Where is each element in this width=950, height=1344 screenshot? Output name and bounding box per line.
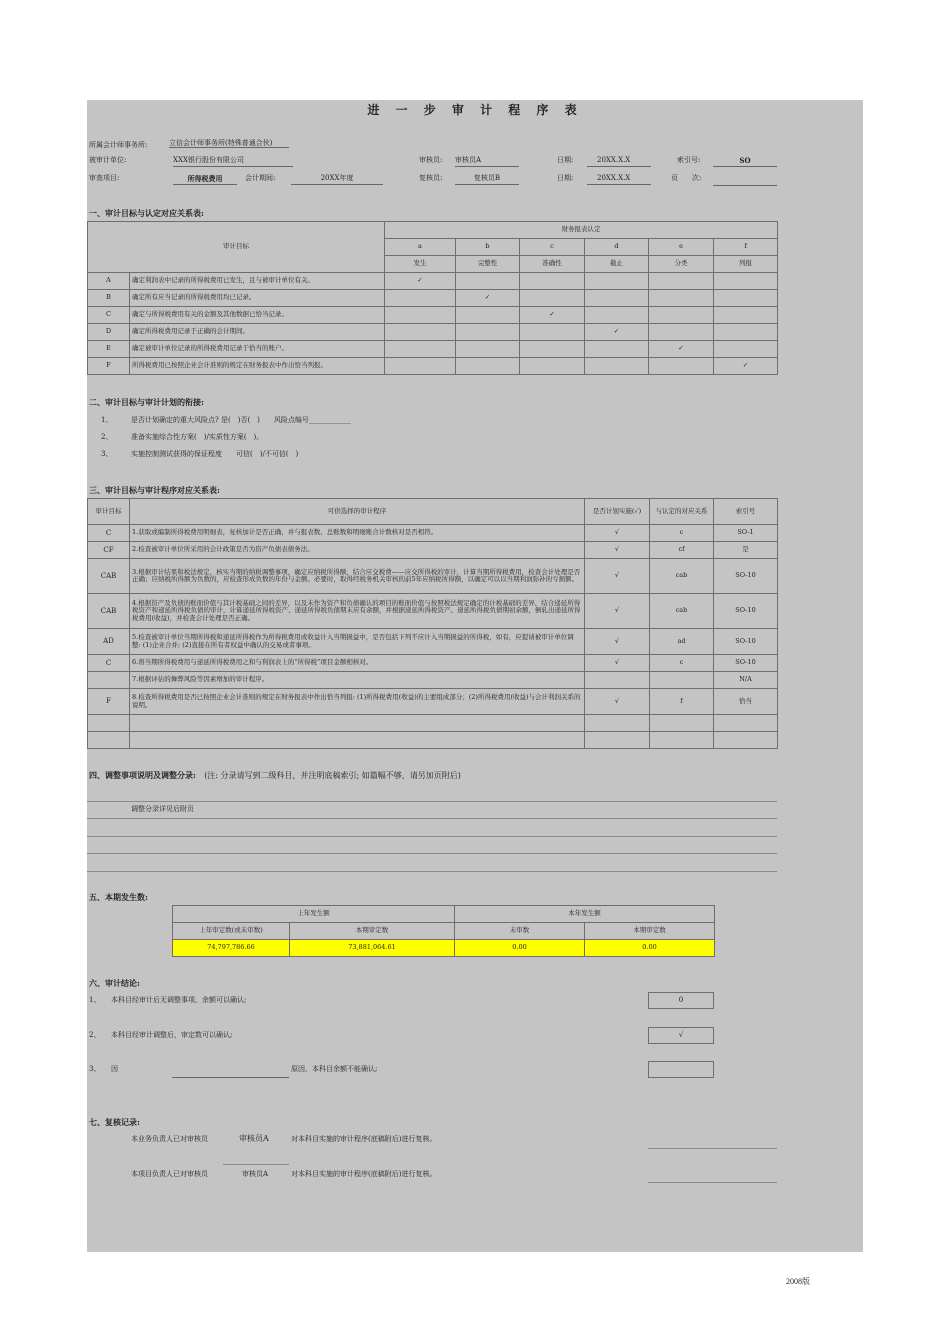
section4-note: (注: 分录请写到二级科目，并注明底稿索引; 如篇幅不够，请另加页附后)	[204, 771, 461, 780]
index-label: 索引号:	[677, 156, 701, 164]
section3-title: 三、审计目标与审计程序对应关系表:	[89, 485, 220, 495]
firm-value: 立信会计师事务所(特殊普通合伙)	[169, 140, 289, 148]
procedure-target: CAB	[88, 559, 130, 594]
empty-cell	[520, 324, 585, 341]
letter-b: b	[456, 239, 520, 256]
procedure-row	[88, 672, 778, 689]
s2-item-text: 实施控制测试获得的保证程度 可信( )/不可信( )	[131, 450, 299, 458]
procedure-assertion	[650, 732, 714, 749]
procedure-index: 恰当	[714, 689, 778, 715]
adjust-line	[87, 871, 777, 872]
col-target-header: 审计目标	[88, 222, 385, 273]
empty-cell	[649, 324, 714, 341]
unaudited-header: 未审数	[455, 923, 585, 940]
s6-text2: 原因，本科目余额不能确认;	[291, 1065, 378, 1073]
adjust-line	[87, 836, 777, 837]
procedure-target: CAB	[88, 594, 130, 629]
conclusion-box[interactable]	[648, 1061, 714, 1078]
empty-cell	[714, 273, 778, 290]
assertion-accuracy: 准确性	[520, 256, 585, 273]
assertion-occurrence: 发生	[385, 256, 456, 273]
review-line2-b: 对本科目实施的审计程序(底稿附后)进行复核。	[291, 1170, 437, 1178]
date2-value: 20XX.X.X	[587, 175, 651, 185]
s2-item-num: 3、	[101, 450, 113, 458]
procedure-index: SO-10	[714, 594, 778, 629]
signature-line	[648, 1148, 777, 1149]
current-audited-header: 本期审定数	[290, 923, 455, 940]
target-code: B	[88, 290, 130, 307]
reviewer-label: 复核员:	[419, 174, 443, 182]
procedure-planned[interactable]: √	[585, 525, 650, 542]
procedure-index: SO-10	[714, 629, 778, 655]
empty-cell	[385, 324, 456, 341]
empty-cell	[585, 358, 649, 375]
curr-year-header: 本年发生额	[455, 906, 715, 923]
adjust-line	[87, 801, 777, 802]
procedure-planned[interactable]: √	[585, 559, 650, 594]
check-mark: ✓	[714, 358, 778, 375]
s6-num: 1、	[89, 996, 101, 1004]
procedure-row	[88, 732, 778, 749]
target-code: A	[88, 273, 130, 290]
review-line2-name: 审核员A	[242, 1170, 269, 1178]
procedure-index: N/A	[714, 672, 778, 689]
target-row	[88, 358, 778, 375]
section4-title: 四、调整事项说明及调整分录:	[89, 770, 196, 780]
procedure-text: 4.根据资产及负债的账面价值与其计税基础之间的差异，以及未作为资产和负债确认的项目的账面价值与按照税法规定确定的计税基础的差异，结合递延所得税资产和递延所得税负债的审计，计算递延所得税资产、递延所得税负债期末应有余额，并根据递延所得税资产、递延所得税负债期初余额，倒轧出递延所得税费用(收益)，并检查会计处理是否正确。	[130, 594, 585, 629]
empty-cell	[385, 290, 456, 307]
procedure-row	[88, 559, 778, 594]
prev-audited-header: 上年审定数(或未审数)	[173, 923, 290, 940]
s2-item-text: 是否计划确定的重大风险点? 是( )否( ) 风险点编号____________	[131, 416, 351, 424]
procedure-planned[interactable]: √	[585, 629, 650, 655]
name-line	[223, 1164, 289, 1165]
procedure-target: F	[88, 689, 130, 715]
procedure-index: SO-10	[714, 655, 778, 672]
empty-cell	[520, 358, 585, 375]
page-label: 页 次:	[671, 174, 702, 182]
target-text: 确定所得税费用记录于正确的会计期间。	[130, 324, 385, 341]
target-text: 确定所有应当记录的所得税费用均已记录。	[130, 290, 385, 307]
procedure-target	[88, 672, 130, 689]
letter-f: f	[714, 239, 778, 256]
target-text: 所得税费用已按照企业会计准则的规定在财务报表中作出恰当列报。	[130, 358, 385, 375]
empty-cell	[585, 307, 649, 324]
empty-cell	[649, 358, 714, 375]
assertion-classification: 分类	[649, 256, 714, 273]
section7-title: 七、复核记录:	[89, 1117, 140, 1127]
version-label: 2008版	[786, 1277, 810, 1286]
empty-cell	[649, 273, 714, 290]
empty-cell	[456, 341, 520, 358]
adjust-text: 调整分录详见后附页	[131, 805, 194, 813]
target-code: D	[88, 324, 130, 341]
section5-title: 五、本期发生数:	[89, 892, 148, 902]
conclusion-box[interactable]: 0	[648, 992, 714, 1009]
target-row	[88, 324, 778, 341]
assertion-completeness: 完整性	[456, 256, 520, 273]
procedure-index	[714, 732, 778, 749]
procedure-row	[88, 594, 778, 629]
letter-c: c	[520, 239, 585, 256]
procedure-text: 8.检查所得税费用是否已按照企业会计准则的规定在财务报表中作出恰当列报: (1)所得税费用(收益)的主要组成部分；(2)所得税费用(收益)与会计利润关系的说明。	[130, 689, 585, 715]
period-value: 20XX年度	[291, 175, 383, 185]
procedure-planned[interactable]: √	[585, 594, 650, 629]
empty-cell	[456, 273, 520, 290]
procedure-table	[87, 498, 778, 749]
procedure-index: 是	[714, 542, 778, 559]
review-line1-a: 本业务负责人已对审核员	[131, 1135, 208, 1143]
procedure-text: 6.将当期所得税费用与递延所得税费用之和与利润表上的“所得税”项目金额相核对。	[130, 655, 585, 672]
procedure-planned[interactable]	[585, 672, 650, 689]
procedure-assertion: ad	[650, 629, 714, 655]
target-row	[88, 307, 778, 324]
reason-line[interactable]	[172, 1066, 289, 1078]
procedure-planned[interactable]: √	[585, 542, 650, 559]
review-line1-b: 对本科目实施的审计程序(底稿附后)进行复核。	[291, 1135, 437, 1143]
target-row	[88, 290, 778, 307]
procedure-assertion: cf	[650, 542, 714, 559]
entity-value: XXX银行股份有限公司	[173, 157, 293, 167]
col-target: 审计目标	[88, 499, 130, 525]
procedure-assertion: c	[650, 525, 714, 542]
worksheet	[87, 100, 863, 1252]
procedure-target: C	[88, 655, 130, 672]
section2-title: 二、审计目标与审计计划的衔接:	[89, 397, 204, 407]
empty-cell	[585, 290, 649, 307]
s6-text: 因	[111, 1065, 118, 1073]
section4-heading	[89, 771, 461, 780]
procedure-row	[88, 655, 778, 672]
empty-cell	[385, 358, 456, 375]
s6-num: 2、	[89, 1031, 101, 1039]
procedure-text: 5.检查被审计单位当期所得税和递延所得税作为所得税费用或收益计入当期损益中，是否包括下列不应计入当期损益的所得税，如有，应提请被审计单位调整: (1)企业合并; (2)直接在所有者权益中确认的交易或者事项。	[130, 629, 585, 655]
entity-label: 被审计单位:	[89, 156, 127, 164]
empty-cell	[585, 273, 649, 290]
procedure-assertion	[650, 672, 714, 689]
prev-year-header: 上年发生额	[173, 906, 455, 923]
s6-text: 本科目经审计后无调整事项，余额可以确认;	[111, 996, 247, 1004]
target-text: 确定被审计单位记录的所得税费用记录于恰当的账户。	[130, 341, 385, 358]
procedure-index	[714, 715, 778, 732]
procedure-index: SO-1	[714, 525, 778, 542]
firm-label: 所属会计师事务所:	[89, 141, 148, 149]
adjust-line	[87, 818, 777, 819]
procedure-planned[interactable]	[585, 732, 650, 749]
prev-audited-value: 74,797,786.66	[173, 940, 290, 957]
col-planned: 是否计划实施(✓)	[585, 499, 650, 525]
procedure-row	[88, 525, 778, 542]
procedure-row	[88, 715, 778, 732]
empty-cell	[520, 341, 585, 358]
item-label: 审查项目:	[89, 174, 120, 182]
empty-cell	[456, 358, 520, 375]
target-text: 确定利润表中记录的所得税费用已发生，且与被审计单位有关。	[130, 273, 385, 290]
procedure-row	[88, 689, 778, 715]
review-line1-name: 审核员A	[239, 1134, 269, 1143]
empty-cell	[520, 273, 585, 290]
check-mark: ✓	[385, 273, 456, 290]
section6-title: 六、审计结论:	[89, 978, 140, 988]
empty-cell	[385, 307, 456, 324]
procedure-index: SO-10	[714, 559, 778, 594]
procedure-planned[interactable]: √	[585, 655, 650, 672]
procedure-text: 3.根据审计结果和税法规定，核实当期的纳税调整事项，确定应纳税所得额，结合应交税费——应交所得税的审计，计算当期所得税费用，检查会计处理是否正确；应纳税所得额为负数的，应检查形成负数的年份与金额。必要时，取得经税务机关审核的前5年应纳税所得额，以确定可以以当期利润弥补的亏损额。	[130, 559, 585, 594]
review-line2-a: 本项目负责人已对审核员	[131, 1170, 208, 1178]
current-audited-value: 73,881,064.61	[290, 940, 455, 957]
procedure-target: C	[88, 525, 130, 542]
empty-cell	[714, 341, 778, 358]
empty-cell	[649, 307, 714, 324]
letter-d: d	[585, 239, 649, 256]
procedure-planned[interactable]	[585, 715, 650, 732]
amount-table	[172, 905, 715, 957]
procedure-text: 7.根据评估的舞弊风险等因素增加的审计程序。	[130, 672, 585, 689]
page-value-line	[713, 175, 777, 186]
procedure-assertion	[650, 715, 714, 732]
empty-cell	[714, 324, 778, 341]
signature-line	[648, 1182, 777, 1183]
procedure-assertion: cab	[650, 594, 714, 629]
procedure-target	[88, 715, 130, 732]
s2-item-text: 准备实施综合性方案( )/实质性方案( )。	[131, 433, 264, 441]
date-label: 日期:	[557, 156, 574, 164]
target-text: 确定与所得税费用有关的金额及其他数据已恰当记录。	[130, 307, 385, 324]
section1-title: 一、审计目标与认定对应关系表:	[89, 208, 204, 218]
procedure-text: 1.获取或编制所得税费用明细表，复核加计是否正确，并与报表数、总账数和明细账合计数核对是否相符。	[130, 525, 585, 542]
period-audited-header: 本期审定数	[585, 923, 715, 940]
procedure-row	[88, 542, 778, 559]
empty-cell	[649, 290, 714, 307]
s2-item-num: 1、	[101, 416, 113, 424]
procedure-assertion: f	[650, 689, 714, 715]
check-mark: ✓	[456, 290, 520, 307]
period-label: 会计期间:	[245, 174, 276, 182]
date-value: 20XX.X.X	[587, 157, 651, 167]
col-assertion: 与认定的对应关系	[650, 499, 714, 525]
page-title: 进 一 步 审 计 程 序 表	[367, 103, 583, 117]
procedure-row	[88, 629, 778, 655]
procedure-planned[interactable]: √	[585, 689, 650, 715]
unaudited-value: 0.00	[455, 940, 585, 957]
s6-num: 3、	[89, 1065, 101, 1073]
period-audited-value: 0.00	[585, 940, 715, 957]
procedure-target: AD	[88, 629, 130, 655]
s2-item-num: 2、	[101, 433, 113, 441]
s6-text: 本科目经审计调整后，审定数可以确认;	[111, 1031, 233, 1039]
assertion-presentation: 列报	[714, 256, 778, 273]
col-index: 索引号	[714, 499, 778, 525]
target-code: F	[88, 358, 130, 375]
adjust-line	[87, 853, 777, 854]
procedure-target	[88, 732, 130, 749]
item-value: 所得税费用	[173, 175, 237, 185]
reviewer-value: 复核员B	[455, 175, 519, 185]
procedure-target: CF	[88, 542, 130, 559]
procedure-assertion: c	[650, 655, 714, 672]
assertion-cutoff: 截止	[585, 256, 649, 273]
procedure-text: 2.检查被审计单位所采用的会计政策是否为资产负债表债务法。	[130, 542, 585, 559]
target-code: C	[88, 307, 130, 324]
empty-cell	[585, 341, 649, 358]
check-mark: ✓	[520, 307, 585, 324]
empty-cell	[714, 290, 778, 307]
index-value: SO	[713, 157, 777, 167]
conclusion-box[interactable]: √	[648, 1027, 714, 1044]
preparer-value: 审核员A	[455, 157, 519, 167]
procedure-text	[130, 732, 585, 749]
empty-cell	[714, 307, 778, 324]
target-row	[88, 341, 778, 358]
preparer-label: 审核员:	[419, 156, 443, 164]
empty-cell	[520, 290, 585, 307]
empty-cell	[385, 341, 456, 358]
target-row	[88, 273, 778, 290]
procedure-text	[130, 715, 585, 732]
check-mark: ✓	[585, 324, 649, 341]
letter-e: e	[649, 239, 714, 256]
date2-label: 日期:	[557, 174, 574, 182]
procedure-assertion: cab	[650, 559, 714, 594]
col-fs-header: 财务报表认定	[385, 222, 778, 239]
empty-cell	[456, 307, 520, 324]
check-mark: ✓	[649, 341, 714, 358]
empty-cell	[456, 324, 520, 341]
target-code: E	[88, 341, 130, 358]
col-procedure: 可供选择的审计程序	[130, 499, 585, 525]
letter-a: a	[385, 239, 456, 256]
target-assertion-table	[87, 221, 778, 375]
